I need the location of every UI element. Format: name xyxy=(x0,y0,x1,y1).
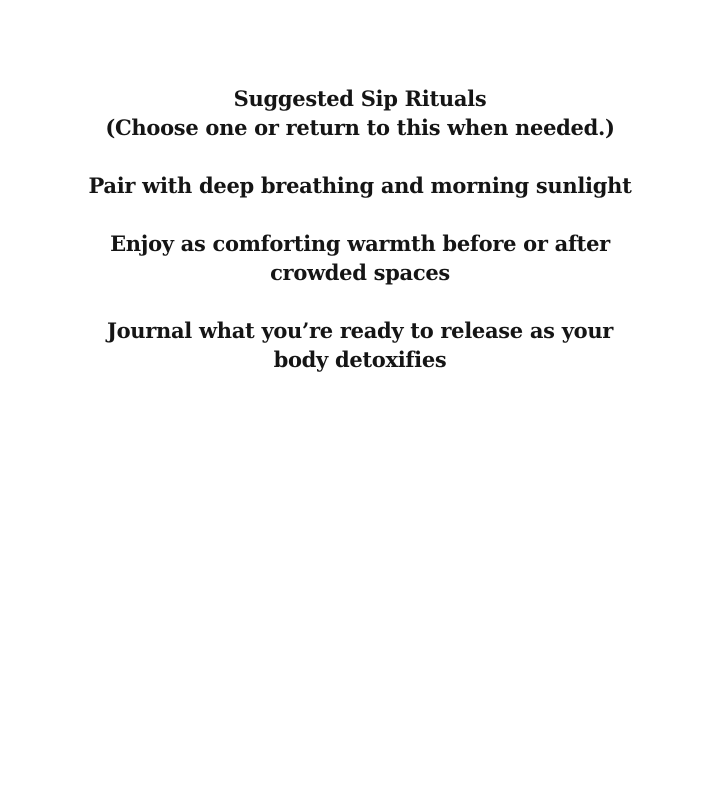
sip-rituals-section xyxy=(0,84,720,374)
page-subtitle: (Choose one or return to this when needed.) xyxy=(105,115,615,140)
ritual-item-journal: Journal what you’re ready to release as your body detoxifies xyxy=(106,318,614,372)
ritual-item-warmth: Enjoy as comforting warmth before or after crowded spaces xyxy=(110,231,610,285)
page-title: Suggested Sip Rituals xyxy=(233,86,487,111)
ritual-item-breathing: Pair with deep breathing and morning sunlight xyxy=(88,173,632,198)
